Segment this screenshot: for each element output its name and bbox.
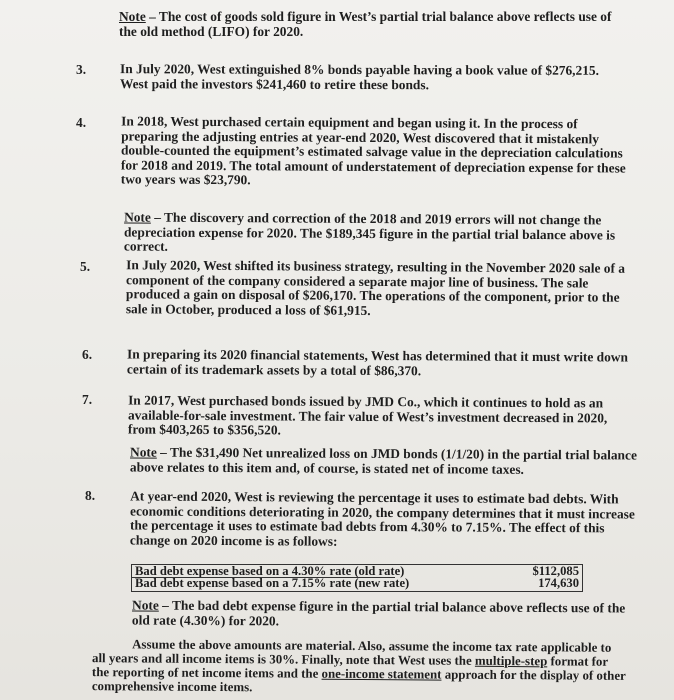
bad-debt-table <box>131 564 583 592</box>
item-number: 3. <box>76 62 87 77</box>
item-3-text: In July 2020, West extinguished 8% bonds payable having a book value of $276,215. West paid the investors $241,460 to retire these bonds. <box>119 61 600 92</box>
table-row-label: Bad debt expense based on a 4.30% rate (old rate) <box>135 564 405 578</box>
one-income-statement-term: one-income statement <box>321 666 442 682</box>
note-label: Note <box>132 597 159 613</box>
note-label: Note <box>119 9 146 24</box>
item-number: 7. <box>82 392 93 407</box>
item-4-note: Note – The discovery and correction of the 2018 and 2019 errors will not change the depreciation expense for 2020. The $189,345 figure in the partial trial balance above is correct. <box>123 209 616 254</box>
item-5-text: In July 2020, West shifted its business strategy, resulting in the November 2020 sale of a component of the company considered a separate major line of business. The sale produced a gain on disposal of $206,170. The operations of the component, prior to the sale in October, produced a loss of $61,915. <box>125 257 626 318</box>
note-label: Note <box>130 444 157 460</box>
table-row-label: Bad debt expense based on a 7.15% rate (new rate) <box>135 576 410 590</box>
table-row-value: 174,630 <box>538 576 579 590</box>
item-number: 8. <box>85 488 96 503</box>
item-7-note: Note – The $31,490 Net unrealized loss on JMD bonds (1/1/20) in the partial trial balance above relates to this item and, of course, is stated net of income taxes. <box>129 444 637 477</box>
item-6-text: In preparing its 2020 financial statements, West has determined that it must write down certain of its trademark assets by a total of $86,370. <box>126 346 628 378</box>
item-4-text: In 2018, West purchased certain equipment and began using it. In the process of preparing the adjusting entries at year-end 2020, West discovered that it mistakenly double-counted the equipment’s estimated salvage value in the depreciation calculations for 2018 and 2019. The total amount of understatement of depreciation expense for these two years was $23,790. <box>120 113 626 188</box>
multiple-step-term: multiple-step <box>474 653 548 669</box>
item-8-text: At year-end 2020, West is reviewing the percentage it uses to estimate bad debts. With economic conditions deteriorating in 2020, the company determines that it must increase the percentage it uses to estimate bad debts from 4.30% to 7.15%. The effect of this change on 2020 income is as follows: <box>129 488 635 549</box>
table-row <box>132 577 582 590</box>
item-number: 5. <box>80 259 91 274</box>
item-number: 4. <box>76 115 87 130</box>
item-8-note: Note – The bad debt expense figure in the partial trial balance above reflects use of the old rate (4.30%) for 2020. <box>131 597 626 628</box>
table-row-value: $112,085 <box>532 564 579 578</box>
closing-paragraph: Assume the above amounts are material. Also, assume the income tax rate applicable to all years and all income items is 30%. Finally, note that West uses the multiple-step format for the reporting of net income items and the one-income statement approach for the display of other comprehensive income items. <box>91 637 626 695</box>
note-label: Note <box>124 209 151 225</box>
item-number: 6. <box>82 347 93 362</box>
item-7-text: In 2017, West purchased bonds issued by JMD Co., which it continues to hold as an available-for-sale investment. The fair value of West’s investment decreased in 2020, from $403,265 to $356,520. <box>127 392 608 438</box>
note-cogs: Note – The cost of goods sold figure in West’s partial trial balance above reflects use of the old method (LIFO) for 2020. <box>119 9 612 39</box>
